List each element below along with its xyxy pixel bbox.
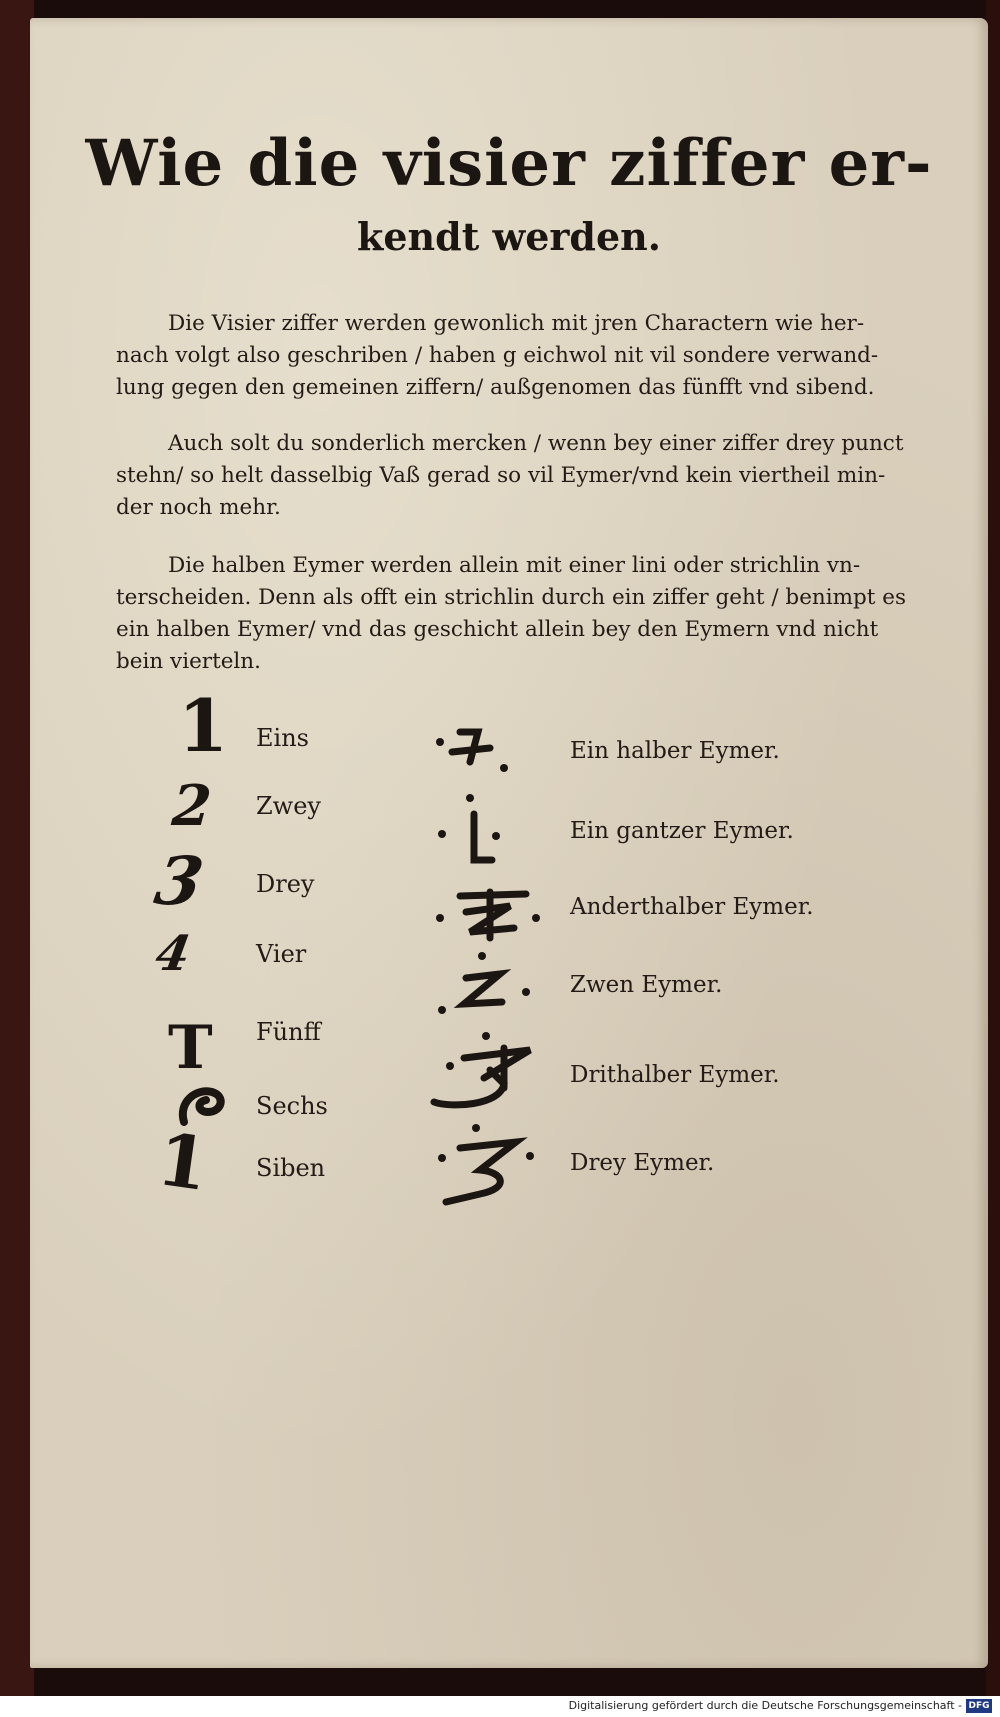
eymer-label-gantzer: Ein gantzer Eymer. xyxy=(570,818,794,844)
drey-eymer-mark-icon xyxy=(420,1118,550,1210)
numeral-label-siben: Siben xyxy=(256,1154,326,1182)
eymer-label-anderthalber: Anderthalber Eymer. xyxy=(570,894,814,920)
eymer-label-zwen: Zwen Eymer. xyxy=(570,972,723,998)
zwen-eymer-mark-icon xyxy=(430,948,540,1024)
anderthalber-eymer-mark-icon xyxy=(430,882,550,942)
paragraph-line: Auch solt du sonderlich mercken / wenn bey einer ziffer drey punct xyxy=(168,431,904,456)
paragraph-line: Die Visier ziffer werden gewonlich mit jren Charactern wie her- xyxy=(168,311,865,336)
paragraph-2 xyxy=(116,428,936,524)
eymer-label-halber: Ein halber Eymer. xyxy=(570,738,780,764)
page-title-line-1: Wie die visier ziffer er- xyxy=(85,126,933,201)
dfg-logo-icon: DFG xyxy=(966,1699,992,1713)
drithalber-eymer-mark-icon xyxy=(420,1026,550,1118)
numeral-fuenff-glyph: T xyxy=(168,1013,213,1083)
paragraph-1 xyxy=(116,308,936,404)
numeral-siben-glyph: 1 xyxy=(152,1115,214,1208)
paragraph-3 xyxy=(116,550,936,678)
paragraph-line: ein halben Eymer/ vnd das geschicht allein bey den Eymern vnd nicht xyxy=(116,617,879,642)
eymer-label-drithalber: Drithalber Eymer. xyxy=(570,1062,780,1088)
numeral-eins-glyph: 1 xyxy=(178,683,229,768)
book-page-edge xyxy=(986,0,1000,1717)
numeral-label-vier: Vier xyxy=(256,940,307,968)
gantzer-eymer-mark-icon xyxy=(430,788,520,868)
paragraph-line: nach volgt also geschriben / haben g eichwol nit vil sondere verwand- xyxy=(116,343,879,368)
paragraph-line: der noch mehr. xyxy=(116,495,281,520)
numeral-vier-glyph: 4 xyxy=(145,926,200,982)
numeral-label-sechs: Sechs xyxy=(256,1092,328,1120)
book-page xyxy=(30,18,988,1668)
footer-credit: Digitalisierung gefördert durch die Deutsche Forschungsgemeinschaft - xyxy=(568,1699,962,1712)
numeral-zwey-glyph: 2 xyxy=(163,773,220,839)
digitization-footer xyxy=(0,1696,1000,1717)
halber-eymer-mark-icon xyxy=(430,718,520,774)
numeral-label-drey: Drey xyxy=(256,870,315,898)
paragraph-line: bein vierteln. xyxy=(116,649,261,674)
numeral-label-zwey: Zwey xyxy=(256,792,321,820)
paragraph-line: lung gegen den gemeinen ziffern/ außgenomen das fünfft vnd sibend. xyxy=(116,375,875,400)
page-title-line-2: kendt werden. xyxy=(357,214,661,259)
numeral-drey-glyph: 3 xyxy=(141,842,217,920)
book-binding-edge xyxy=(0,0,34,1717)
eymer-label-drey: Drey Eymer. xyxy=(570,1150,715,1176)
numeral-label-fuenff: Fünff xyxy=(256,1018,321,1046)
paragraph-line: terscheiden. Denn als offt ein strichlin durch ein ziffer geht / benimpt es xyxy=(116,585,907,610)
paragraph-line: stehn/ so helt dasselbig Vaß gerad so vil Eymer/vnd kein viertheil min- xyxy=(116,463,886,488)
paragraph-line: Die halben Eymer werden allein mit einer lini oder strichlin vn- xyxy=(168,553,861,578)
numeral-label-eins: Eins xyxy=(256,724,309,752)
